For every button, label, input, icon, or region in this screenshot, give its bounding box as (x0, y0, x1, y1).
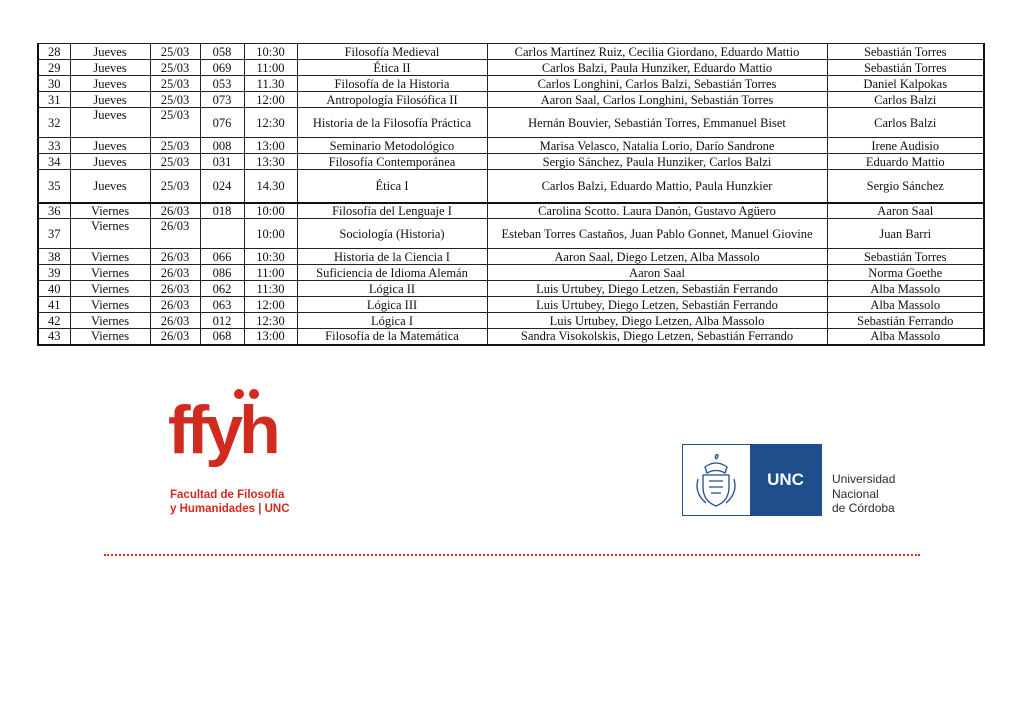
row-time: 11:00 (244, 60, 297, 76)
table-row (38, 108, 984, 138)
row-date: 26/03 (150, 281, 200, 297)
row-date: 25/03 (150, 170, 200, 203)
row-day: Jueves (70, 92, 150, 108)
row-day: Jueves (70, 60, 150, 76)
row-time: 13:00 (244, 138, 297, 154)
row-date: 25/03 (150, 92, 200, 108)
row-date: 26/03 (150, 219, 200, 249)
row-number: 37 (38, 219, 70, 249)
row-day: Viernes (70, 219, 150, 249)
row-tribunal: Carlos Balzi, Eduardo Mattio, Paula Hunzkier (487, 170, 827, 203)
row-time: 11.30 (244, 76, 297, 92)
ffyh-caption-line1: Facultad de Filosofía (170, 489, 285, 501)
row-code: 076 (200, 108, 244, 138)
ffyh-caption (170, 488, 290, 516)
table-row (38, 219, 984, 249)
row-subject: Ética I (297, 170, 487, 203)
row-number: 38 (38, 249, 70, 265)
row-tribunal: Carlos Longhini, Carlos Balzi, Sebastián Torres (487, 76, 827, 92)
row-number: 30 (38, 76, 70, 92)
row-number: 40 (38, 281, 70, 297)
row-number: 29 (38, 60, 70, 76)
row-president: Alba Massolo (827, 281, 984, 297)
row-subject: Lógica II (297, 281, 487, 297)
row-time: 10:30 (244, 44, 297, 60)
row-subject: Historia de la Ciencia I (297, 249, 487, 265)
row-day: Viernes (70, 265, 150, 281)
row-day: Viernes (70, 203, 150, 219)
row-president: Norma Goethe (827, 265, 984, 281)
row-code: 024 (200, 170, 244, 203)
row-day: Jueves (70, 76, 150, 92)
row-date: 25/03 (150, 44, 200, 60)
row-president: Carlos Balzi (827, 108, 984, 138)
row-president: Sergio Sánchez (827, 170, 984, 203)
row-subject: Filosofía del Lenguaje I (297, 203, 487, 219)
row-time: 12:30 (244, 313, 297, 329)
row-tribunal: Marisa Velasco, Natalia Lorio, Darío Sandrone (487, 138, 827, 154)
row-code: 069 (200, 60, 244, 76)
row-date: 26/03 (150, 297, 200, 313)
table-row (38, 138, 984, 154)
row-president: Daniel Kalpokas (827, 76, 984, 92)
row-number: 28 (38, 44, 70, 60)
row-code: 008 (200, 138, 244, 154)
table-row (38, 281, 984, 297)
unc-emblem-box (682, 444, 822, 516)
row-president: Alba Massolo (827, 329, 984, 345)
row-number: 31 (38, 92, 70, 108)
row-number: 42 (38, 313, 70, 329)
row-tribunal: Sergio Sánchez, Paula Hunziker, Carlos Balzi (487, 154, 827, 170)
unc-name-line2: Nacional (832, 486, 879, 501)
row-date: 25/03 (150, 154, 200, 170)
row-date: 25/03 (150, 138, 200, 154)
row-tribunal: Luis Urtubey, Diego Letzen, Sebastián Ferrando (487, 281, 827, 297)
row-time: 11:30 (244, 281, 297, 297)
row-code: 058 (200, 44, 244, 60)
row-subject: Filosofía de la Matemática (297, 329, 487, 345)
row-number: 32 (38, 108, 70, 138)
row-number: 36 (38, 203, 70, 219)
row-number: 39 (38, 265, 70, 281)
row-president: Eduardo Mattio (827, 154, 984, 170)
unc-logo (682, 444, 922, 516)
row-day: Jueves (70, 138, 150, 154)
row-subject: Ética II (297, 60, 487, 76)
row-code (200, 219, 244, 249)
row-tribunal: Aaron Saal (487, 265, 827, 281)
row-number: 43 (38, 329, 70, 345)
dotted-divider (104, 554, 920, 556)
row-president: Sebastián Torres (827, 44, 984, 60)
row-code: 018 (200, 203, 244, 219)
row-code: 066 (200, 249, 244, 265)
ffyh-caption-line2: y Humanidades | UNC (170, 503, 290, 515)
row-tribunal: Aaron Saal, Carlos Longhini, Sebastián Torres (487, 92, 827, 108)
row-subject: Historia de la Filosofía Práctica (297, 108, 487, 138)
table-row (38, 76, 984, 92)
row-president: Carlos Balzi (827, 92, 984, 108)
row-subject: Filosofía Medieval (297, 44, 487, 60)
row-tribunal: Luis Urtubey, Diego Letzen, Alba Massolo (487, 313, 827, 329)
row-subject: Lógica III (297, 297, 487, 313)
row-time: 14.30 (244, 170, 297, 203)
row-president: Irene Audisio (827, 138, 984, 154)
row-code: 053 (200, 76, 244, 92)
table-row (38, 297, 984, 313)
row-subject: Filosofía Contemporánea (297, 154, 487, 170)
row-day: Viernes (70, 329, 150, 345)
row-code: 073 (200, 92, 244, 108)
row-day: Viernes (70, 313, 150, 329)
table-row (38, 44, 984, 60)
row-code: 063 (200, 297, 244, 313)
row-date: 25/03 (150, 60, 200, 76)
row-date: 26/03 (150, 203, 200, 219)
table-row (38, 154, 984, 170)
row-subject: Suficiencia de Idioma Alemán (297, 265, 487, 281)
row-president: Sebastián Torres (827, 60, 984, 76)
table-row (38, 92, 984, 108)
row-time: 10:00 (244, 203, 297, 219)
row-tribunal: Esteban Torres Castaños, Juan Pablo Gonnet, Manuel Giovine (487, 219, 827, 249)
row-time: 12:00 (244, 297, 297, 313)
ffyh-wordmark: ffyh (168, 392, 277, 468)
row-day: Jueves (70, 108, 150, 138)
row-president: Sebastián Torres (827, 249, 984, 265)
row-president: Juan Barri (827, 219, 984, 249)
row-day: Viernes (70, 249, 150, 265)
row-tribunal: Sandra Visokolskis, Diego Letzen, Sebastián Ferrando (487, 329, 827, 345)
row-date: 26/03 (150, 313, 200, 329)
table-row (38, 329, 984, 345)
row-tribunal: Aaron Saal, Diego Letzen, Alba Massolo (487, 249, 827, 265)
row-subject: Sociología (Historia) (297, 219, 487, 249)
ffyh-logo (168, 386, 298, 518)
unc-name-line3: de Córdoba (832, 501, 895, 515)
row-code: 062 (200, 281, 244, 297)
row-date: 25/03 (150, 76, 200, 92)
unc-acronym: UNC (750, 445, 821, 515)
row-number: 35 (38, 170, 70, 203)
row-president: Aaron Saal (827, 203, 984, 219)
row-tribunal: Carlos Martínez Ruiz, Cecilia Giordano, Eduardo Mattio (487, 44, 827, 60)
row-president: Sebastián Ferrando (827, 313, 984, 329)
row-tribunal: Hernán Bouvier, Sebastián Torres, Emmanuel Biset (487, 108, 827, 138)
row-time: 13:00 (244, 329, 297, 345)
row-subject: Filosofía de la Historia (297, 76, 487, 92)
row-code: 086 (200, 265, 244, 281)
row-time: 12:30 (244, 108, 297, 138)
row-day: Jueves (70, 44, 150, 60)
row-time: 13:30 (244, 154, 297, 170)
unc-name (832, 472, 895, 516)
table-row (38, 313, 984, 329)
table-row (38, 249, 984, 265)
row-code: 031 (200, 154, 244, 170)
row-day: Jueves (70, 154, 150, 170)
row-date: 26/03 (150, 249, 200, 265)
row-time: 12:00 (244, 92, 297, 108)
row-president: Alba Massolo (827, 297, 984, 313)
table-row (38, 60, 984, 76)
row-code: 068 (200, 329, 244, 345)
row-number: 41 (38, 297, 70, 313)
unc-shield-icon (683, 445, 750, 515)
row-day: Viernes (70, 281, 150, 297)
row-number: 34 (38, 154, 70, 170)
row-day: Viernes (70, 297, 150, 313)
ffyh-wordmark-graphic (168, 386, 298, 486)
row-day: Jueves (70, 170, 150, 203)
table-row (38, 203, 984, 219)
row-tribunal: Luis Urtubey, Diego Letzen, Sebastián Ferrando (487, 297, 827, 313)
exam-schedule-table (37, 43, 985, 346)
row-subject: Lógica I (297, 313, 487, 329)
row-subject: Antropología Filosófica II (297, 92, 487, 108)
table-row (38, 170, 984, 203)
row-subject: Seminario Metodológico (297, 138, 487, 154)
row-time: 10:00 (244, 219, 297, 249)
row-date: 26/03 (150, 265, 200, 281)
row-number: 33 (38, 138, 70, 154)
row-tribunal: Carlos Balzi, Paula Hunziker, Eduardo Mattio (487, 60, 827, 76)
row-time: 11:00 (244, 265, 297, 281)
row-code: 012 (200, 313, 244, 329)
row-date: 25/03 (150, 108, 200, 138)
row-tribunal: Carolina Scotto. Laura Danón, Gustavo Agüero (487, 203, 827, 219)
row-date: 26/03 (150, 329, 200, 345)
row-time: 10:30 (244, 249, 297, 265)
unc-name-line1: Universidad (832, 472, 896, 486)
table-row (38, 265, 984, 281)
